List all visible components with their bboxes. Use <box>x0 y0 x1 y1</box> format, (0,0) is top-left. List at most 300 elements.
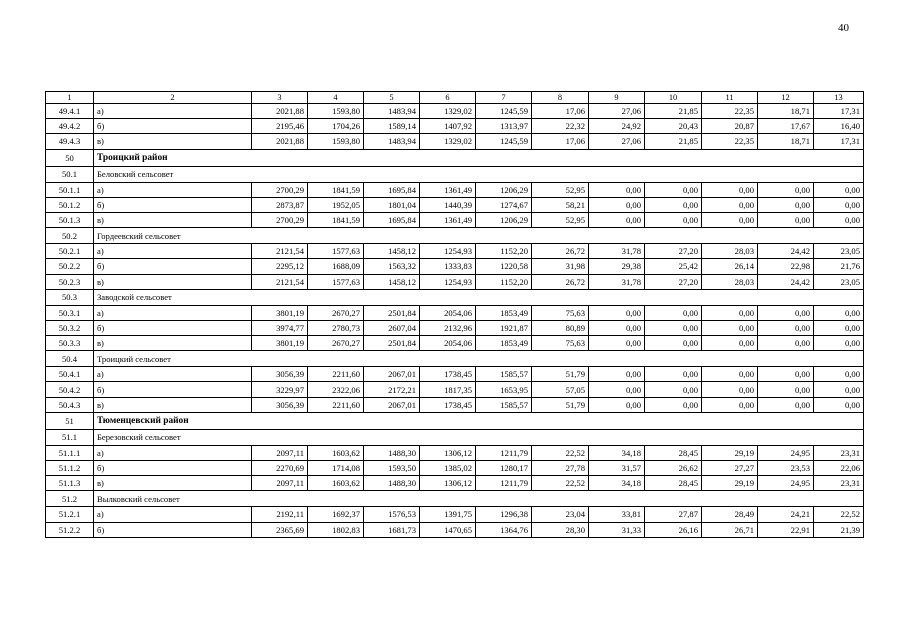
value-cell: 1817,35 <box>420 382 476 397</box>
row-label: б) <box>94 461 252 476</box>
council-row <box>46 289 864 305</box>
value-cell: 1577,63 <box>308 274 364 289</box>
row-code: 50.3 <box>46 289 94 305</box>
value-cell: 26,14 <box>702 259 758 274</box>
value-cell: 17,31 <box>814 134 864 149</box>
row-code: 50.4.3 <box>46 397 94 412</box>
value-cell: 27,27 <box>702 461 758 476</box>
value-cell: 2195,46 <box>252 119 308 134</box>
row-label: в) <box>94 397 252 412</box>
value-cell: 1458,12 <box>364 274 420 289</box>
value-cell: 1577,63 <box>308 244 364 259</box>
row-code: 50.2.2 <box>46 259 94 274</box>
row-code: 51.2.2 <box>46 522 94 537</box>
value-cell: 1695,84 <box>364 212 420 227</box>
value-cell: 2607,04 <box>364 320 420 335</box>
value-cell: 24,21 <box>758 507 814 522</box>
value-cell: 1585,57 <box>476 367 532 382</box>
value-cell: 2365,69 <box>252 522 308 537</box>
value-cell: 1245,59 <box>476 104 532 119</box>
table-row <box>46 305 864 320</box>
table-row <box>46 274 864 289</box>
value-cell: 75,63 <box>532 336 589 351</box>
council-row <box>46 491 864 507</box>
value-cell: 1364,76 <box>476 522 532 537</box>
value-cell: 1206,29 <box>476 212 532 227</box>
value-cell: 75,63 <box>532 305 589 320</box>
value-cell: 0,00 <box>758 182 814 197</box>
value-cell: 20,87 <box>702 119 758 134</box>
table-row <box>46 212 864 227</box>
value-cell: 1313,97 <box>476 119 532 134</box>
council-title: Вылковский сельсовет <box>94 491 864 507</box>
value-cell: 26,71 <box>702 522 758 537</box>
row-label: а) <box>94 445 252 460</box>
value-cell: 1704,26 <box>308 119 364 134</box>
value-cell: 0,00 <box>645 336 702 351</box>
value-cell: 33,81 <box>589 507 645 522</box>
value-cell: 23,04 <box>532 507 589 522</box>
row-label: в) <box>94 134 252 149</box>
value-cell: 20,43 <box>645 119 702 134</box>
value-cell: 21,85 <box>645 104 702 119</box>
header-row <box>46 92 864 104</box>
table-row <box>46 476 864 491</box>
value-cell: 1801,04 <box>364 197 420 212</box>
row-code: 51.1.1 <box>46 445 94 460</box>
row-code: 51.1 <box>46 429 94 445</box>
value-cell: 1681,73 <box>364 522 420 537</box>
value-cell: 0,00 <box>814 305 864 320</box>
value-cell: 27,87 <box>645 507 702 522</box>
value-cell: 22,35 <box>702 134 758 149</box>
value-cell: 0,00 <box>589 182 645 197</box>
value-cell: 1206,29 <box>476 182 532 197</box>
value-cell: 16,40 <box>814 119 864 134</box>
value-cell: 2097,11 <box>252 476 308 491</box>
value-cell: 0,00 <box>814 182 864 197</box>
value-cell: 1440,39 <box>420 197 476 212</box>
value-cell: 23,05 <box>814 274 864 289</box>
value-cell: 2780,73 <box>308 320 364 335</box>
value-cell: 0,00 <box>645 182 702 197</box>
value-cell: 0,00 <box>645 382 702 397</box>
value-cell: 28,45 <box>645 445 702 460</box>
value-cell: 23,05 <box>814 244 864 259</box>
value-cell: 34,18 <box>589 476 645 491</box>
value-cell: 1688,09 <box>308 259 364 274</box>
value-cell: 0,00 <box>702 336 758 351</box>
value-cell: 25,42 <box>645 259 702 274</box>
value-cell: 1385,02 <box>420 461 476 476</box>
value-cell: 2670,27 <box>308 305 364 320</box>
row-label: б) <box>94 382 252 397</box>
value-cell: 22,06 <box>814 461 864 476</box>
value-cell: 0,00 <box>645 367 702 382</box>
value-cell: 2501,84 <box>364 336 420 351</box>
value-cell: 1952,05 <box>308 197 364 212</box>
value-cell: 51,79 <box>532 367 589 382</box>
value-cell: 3229,97 <box>252 382 308 397</box>
value-cell: 2670,27 <box>308 336 364 351</box>
row-code: 51.2.1 <box>46 507 94 522</box>
row-code: 49.4.1 <box>46 104 94 119</box>
value-cell: 0,00 <box>758 367 814 382</box>
value-cell: 28,49 <box>702 507 758 522</box>
value-cell: 1296,38 <box>476 507 532 522</box>
row-code: 51.1.2 <box>46 461 94 476</box>
value-cell: 17,06 <box>532 104 589 119</box>
value-cell: 1488,30 <box>364 445 420 460</box>
value-cell: 1280,17 <box>476 461 532 476</box>
data-table <box>45 91 864 538</box>
row-code: 49.4.2 <box>46 119 94 134</box>
value-cell: 1695,84 <box>364 182 420 197</box>
council-title: Троицкий сельсовет <box>94 351 864 367</box>
row-label: б) <box>94 259 252 274</box>
value-cell: 0,00 <box>589 382 645 397</box>
row-code: 50 <box>46 149 94 166</box>
header-cell: 1 <box>46 92 94 104</box>
value-cell: 1589,14 <box>364 119 420 134</box>
value-cell: 0,00 <box>645 197 702 212</box>
table-row <box>46 445 864 460</box>
value-cell: 1853,49 <box>476 305 532 320</box>
value-cell: 1470,65 <box>420 522 476 537</box>
row-label: б) <box>94 197 252 212</box>
value-cell: 2132,96 <box>420 320 476 335</box>
value-cell: 22,98 <box>758 259 814 274</box>
value-cell: 2097,11 <box>252 445 308 460</box>
header-cell: 7 <box>476 92 532 104</box>
value-cell: 80,89 <box>532 320 589 335</box>
value-cell: 18,71 <box>758 104 814 119</box>
council-title: Березовский сельсовет <box>94 429 864 445</box>
value-cell: 1576,53 <box>364 507 420 522</box>
value-cell: 2270,69 <box>252 461 308 476</box>
value-cell: 29,19 <box>702 445 758 460</box>
value-cell: 26,16 <box>645 522 702 537</box>
value-cell: 2700,29 <box>252 182 308 197</box>
value-cell: 0,00 <box>702 320 758 335</box>
value-cell: 1738,45 <box>420 397 476 412</box>
value-cell: 52,95 <box>532 212 589 227</box>
value-cell: 58,21 <box>532 197 589 212</box>
value-cell: 1488,30 <box>364 476 420 491</box>
value-cell: 0,00 <box>758 397 814 412</box>
value-cell: 1254,93 <box>420 244 476 259</box>
value-cell: 1306,12 <box>420 445 476 460</box>
value-cell: 0,00 <box>758 197 814 212</box>
row-code: 51 <box>46 412 94 429</box>
value-cell: 1220,58 <box>476 259 532 274</box>
value-cell: 22,52 <box>532 445 589 460</box>
value-cell: 28,03 <box>702 244 758 259</box>
header-cell: 9 <box>589 92 645 104</box>
value-cell: 0,00 <box>589 320 645 335</box>
value-cell: 1714,08 <box>308 461 364 476</box>
value-cell: 2121,54 <box>252 244 308 259</box>
row-code: 50.4.1 <box>46 367 94 382</box>
council-row <box>46 166 864 182</box>
row-label: а) <box>94 182 252 197</box>
value-cell: 3801,19 <box>252 305 308 320</box>
value-cell: 0,00 <box>702 367 758 382</box>
value-cell: 1841,59 <box>308 182 364 197</box>
value-cell: 0,00 <box>645 212 702 227</box>
header-cell: 13 <box>814 92 864 104</box>
value-cell: 2067,01 <box>364 397 420 412</box>
value-cell: 26,62 <box>645 461 702 476</box>
value-cell: 1211,79 <box>476 445 532 460</box>
value-cell: 0,00 <box>589 212 645 227</box>
value-cell: 29,19 <box>702 476 758 491</box>
value-cell: 0,00 <box>702 197 758 212</box>
value-cell: 0,00 <box>702 212 758 227</box>
value-cell: 1361,49 <box>420 212 476 227</box>
row-label: в) <box>94 476 252 491</box>
row-code: 51.1.3 <box>46 476 94 491</box>
table-row <box>46 119 864 134</box>
value-cell: 23,31 <box>814 476 864 491</box>
value-cell: 0,00 <box>758 382 814 397</box>
table-row <box>46 259 864 274</box>
value-cell: 0,00 <box>814 382 864 397</box>
council-title: Беловский сельсовет <box>94 166 864 182</box>
value-cell: 1483,94 <box>364 134 420 149</box>
value-cell: 0,00 <box>814 197 864 212</box>
value-cell: 2211,60 <box>308 397 364 412</box>
value-cell: 0,00 <box>814 320 864 335</box>
value-cell: 2700,29 <box>252 212 308 227</box>
value-cell: 2322,06 <box>308 382 364 397</box>
value-cell: 23,31 <box>814 445 864 460</box>
council-row <box>46 351 864 367</box>
row-code: 50.1 <box>46 166 94 182</box>
row-label: а) <box>94 244 252 259</box>
value-cell: 0,00 <box>702 305 758 320</box>
row-label: а) <box>94 104 252 119</box>
row-label: а) <box>94 507 252 522</box>
value-cell: 1407,92 <box>420 119 476 134</box>
value-cell: 22,35 <box>702 104 758 119</box>
header-cell: 5 <box>364 92 420 104</box>
value-cell: 2054,06 <box>420 305 476 320</box>
council-title: Заводской сельсовет <box>94 289 864 305</box>
value-cell: 31,78 <box>589 274 645 289</box>
value-cell: 2054,06 <box>420 336 476 351</box>
value-cell: 1329,02 <box>420 104 476 119</box>
value-cell: 0,00 <box>814 367 864 382</box>
value-cell: 22,32 <box>532 119 589 134</box>
page-number: 40 <box>838 22 849 34</box>
value-cell: 1211,79 <box>476 476 532 491</box>
table-row <box>46 244 864 259</box>
value-cell: 0,00 <box>645 305 702 320</box>
value-cell: 1603,62 <box>308 445 364 460</box>
value-cell: 2121,54 <box>252 274 308 289</box>
row-code: 50.4.2 <box>46 382 94 397</box>
value-cell: 0,00 <box>814 212 864 227</box>
header-cell: 6 <box>420 92 476 104</box>
value-cell: 34,18 <box>589 445 645 460</box>
row-code: 50.3.1 <box>46 305 94 320</box>
table-row <box>46 382 864 397</box>
value-cell: 57,05 <box>532 382 589 397</box>
value-cell: 24,42 <box>758 274 814 289</box>
value-cell: 2873,87 <box>252 197 308 212</box>
row-label: в) <box>94 336 252 351</box>
value-cell: 0,00 <box>589 367 645 382</box>
value-cell: 0,00 <box>814 397 864 412</box>
value-cell: 0,00 <box>758 305 814 320</box>
value-cell: 1329,02 <box>420 134 476 149</box>
value-cell: 1802,83 <box>308 522 364 537</box>
row-code: 50.2.3 <box>46 274 94 289</box>
value-cell: 0,00 <box>645 320 702 335</box>
row-code: 50.3.3 <box>46 336 94 351</box>
value-cell: 1692,37 <box>308 507 364 522</box>
value-cell: 27,20 <box>645 244 702 259</box>
row-label: в) <box>94 212 252 227</box>
value-cell: 31,57 <box>589 461 645 476</box>
value-cell: 1333,83 <box>420 259 476 274</box>
table-row <box>46 182 864 197</box>
value-cell: 3801,19 <box>252 336 308 351</box>
row-code: 50.2 <box>46 228 94 244</box>
value-cell: 1593,50 <box>364 461 420 476</box>
value-cell: 24,92 <box>589 119 645 134</box>
row-label: б) <box>94 119 252 134</box>
value-cell: 2192,11 <box>252 507 308 522</box>
row-label: в) <box>94 274 252 289</box>
table-row <box>46 104 864 119</box>
table-row <box>46 397 864 412</box>
row-label: а) <box>94 367 252 382</box>
value-cell: 3056,39 <box>252 397 308 412</box>
value-cell: 26,72 <box>532 274 589 289</box>
header-cell: 8 <box>532 92 589 104</box>
value-cell: 24,95 <box>758 445 814 460</box>
row-code: 49.4.3 <box>46 134 94 149</box>
value-cell: 29,38 <box>589 259 645 274</box>
value-cell: 21,76 <box>814 259 864 274</box>
value-cell: 27,06 <box>589 104 645 119</box>
value-cell: 17,67 <box>758 119 814 134</box>
value-cell: 24,95 <box>758 476 814 491</box>
value-cell: 3056,39 <box>252 367 308 382</box>
table-row <box>46 461 864 476</box>
value-cell: 1585,57 <box>476 397 532 412</box>
district-row <box>46 412 864 429</box>
value-cell: 2501,84 <box>364 305 420 320</box>
value-cell: 21,85 <box>645 134 702 149</box>
value-cell: 1361,49 <box>420 182 476 197</box>
district-title: Тюменцевский район <box>94 412 864 429</box>
value-cell: 0,00 <box>589 397 645 412</box>
value-cell: 1738,45 <box>420 367 476 382</box>
value-cell: 0,00 <box>589 336 645 351</box>
row-code: 50.1.3 <box>46 212 94 227</box>
value-cell: 52,95 <box>532 182 589 197</box>
value-cell: 1391,75 <box>420 507 476 522</box>
header-cell: 4 <box>308 92 364 104</box>
value-cell: 1152,20 <box>476 274 532 289</box>
value-cell: 31,78 <box>589 244 645 259</box>
row-code: 50.2.1 <box>46 244 94 259</box>
table-row <box>46 336 864 351</box>
value-cell: 2211,60 <box>308 367 364 382</box>
value-cell: 22,91 <box>758 522 814 537</box>
value-cell: 0,00 <box>814 336 864 351</box>
council-title: Гордеевский сельсовет <box>94 228 864 244</box>
row-code: 50.1.2 <box>46 197 94 212</box>
row-code: 50.1.1 <box>46 182 94 197</box>
value-cell: 22,52 <box>814 507 864 522</box>
value-cell: 27,78 <box>532 461 589 476</box>
value-cell: 2172,21 <box>364 382 420 397</box>
value-cell: 2067,01 <box>364 367 420 382</box>
value-cell: 1593,80 <box>308 104 364 119</box>
value-cell: 1274,67 <box>476 197 532 212</box>
value-cell: 1254,93 <box>420 274 476 289</box>
table-row <box>46 197 864 212</box>
value-cell: 1563,32 <box>364 259 420 274</box>
value-cell: 0,00 <box>702 397 758 412</box>
value-cell: 21,39 <box>814 522 864 537</box>
value-cell: 1306,12 <box>420 476 476 491</box>
value-cell: 28,30 <box>532 522 589 537</box>
value-cell: 0,00 <box>758 212 814 227</box>
value-cell: 1853,49 <box>476 336 532 351</box>
value-cell: 24,42 <box>758 244 814 259</box>
value-cell: 31,98 <box>532 259 589 274</box>
value-cell: 1593,80 <box>308 134 364 149</box>
value-cell: 2021,88 <box>252 134 308 149</box>
value-cell: 18,71 <box>758 134 814 149</box>
value-cell: 0,00 <box>645 397 702 412</box>
row-code: 51.2 <box>46 491 94 507</box>
value-cell: 3974,77 <box>252 320 308 335</box>
header-cell: 2 <box>94 92 252 104</box>
value-cell: 1603,62 <box>308 476 364 491</box>
value-cell: 27,06 <box>589 134 645 149</box>
value-cell: 0,00 <box>702 182 758 197</box>
value-cell: 28,03 <box>702 274 758 289</box>
value-cell: 17,06 <box>532 134 589 149</box>
value-cell: 0,00 <box>758 320 814 335</box>
value-cell: 0,00 <box>589 305 645 320</box>
header-cell: 11 <box>702 92 758 104</box>
value-cell: 1458,12 <box>364 244 420 259</box>
value-cell: 22,52 <box>532 476 589 491</box>
value-cell: 0,00 <box>702 382 758 397</box>
district-title: Троицкий район <box>94 149 864 166</box>
header-cell: 3 <box>252 92 308 104</box>
value-cell: 1841,59 <box>308 212 364 227</box>
value-cell: 1245,59 <box>476 134 532 149</box>
value-cell: 51,79 <box>532 397 589 412</box>
value-cell: 2021,88 <box>252 104 308 119</box>
district-row <box>46 149 864 166</box>
table-row <box>46 320 864 335</box>
value-cell: 1152,20 <box>476 244 532 259</box>
value-cell: 26,72 <box>532 244 589 259</box>
table-row <box>46 507 864 522</box>
table-row <box>46 134 864 149</box>
row-label: б) <box>94 522 252 537</box>
value-cell: 2295,12 <box>252 259 308 274</box>
